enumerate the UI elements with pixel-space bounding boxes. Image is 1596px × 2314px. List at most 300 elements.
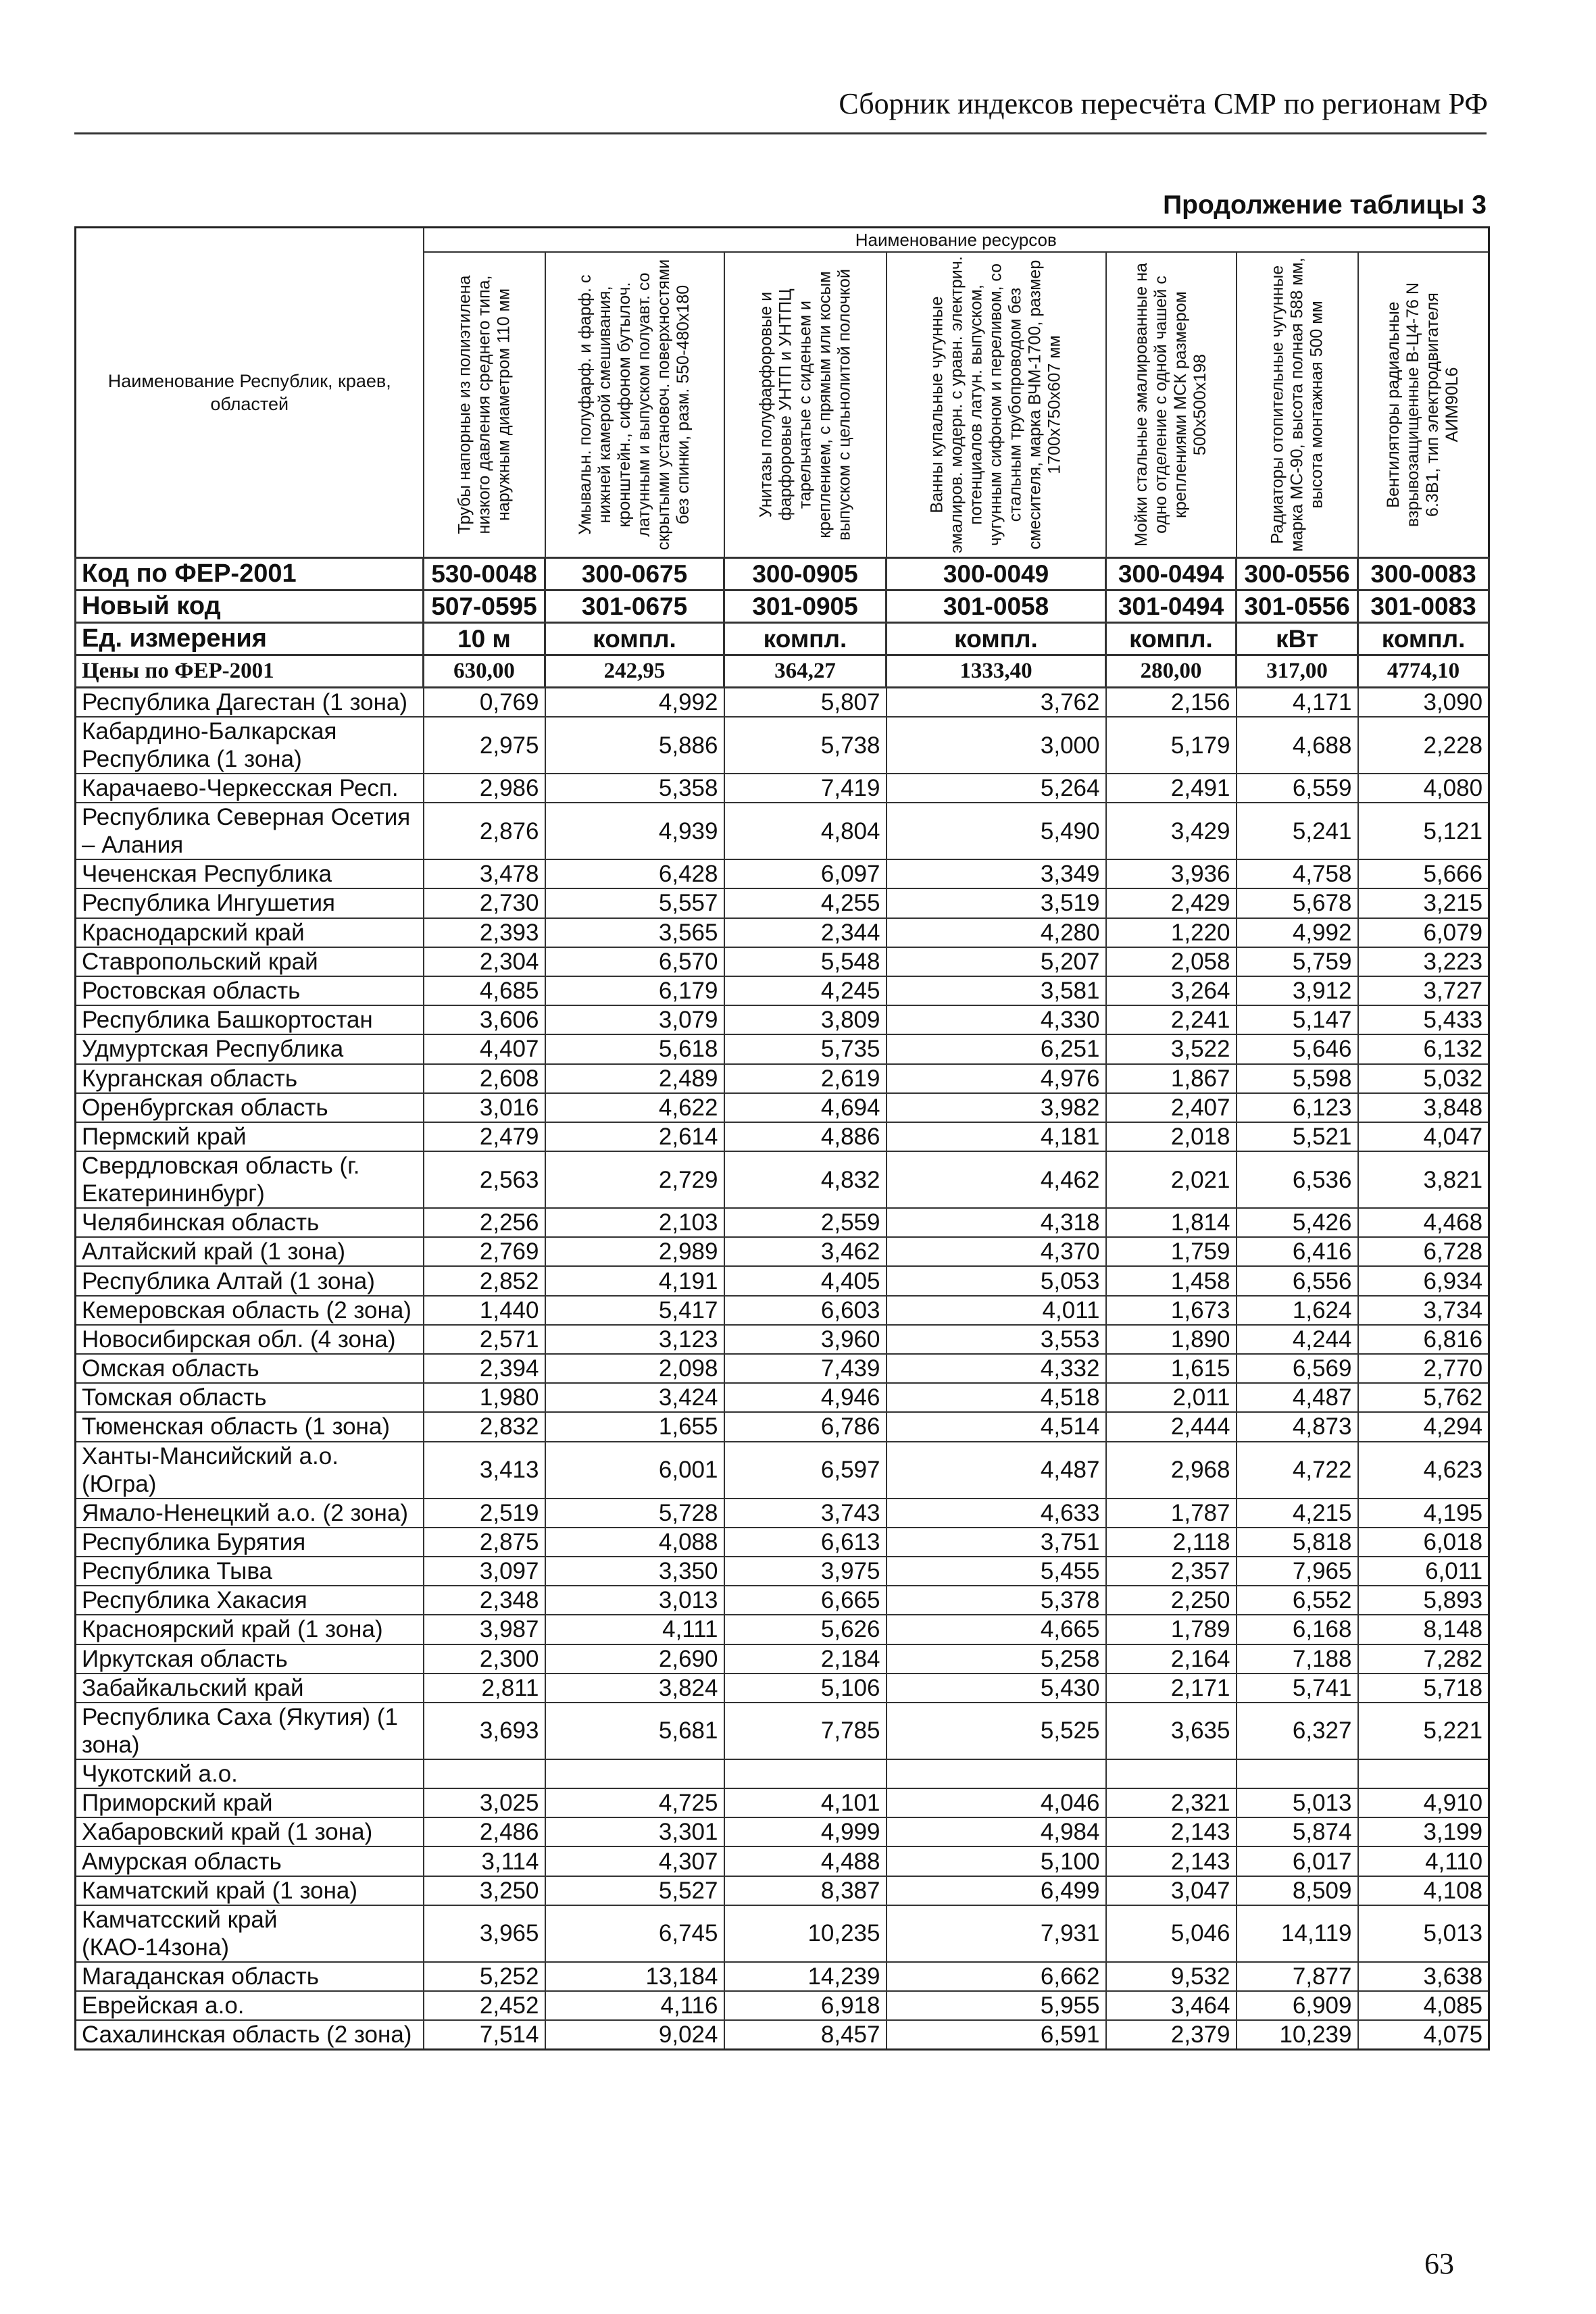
table-row xyxy=(76,1064,1489,1093)
index-value-cell: 3,215 xyxy=(1358,888,1489,917)
index-value-cell: 6,918 xyxy=(724,1991,887,2020)
index-value-cell: 2,118 xyxy=(1106,1528,1237,1557)
resource-column-header xyxy=(1106,252,1237,558)
index-value-cell: 5,666 xyxy=(1358,859,1489,888)
meta-cell: 300-0556 xyxy=(1237,558,1358,590)
index-value-cell: 3,848 xyxy=(1358,1093,1489,1122)
index-value-cell: 2,876 xyxy=(424,803,545,859)
index-value-cell: 5,258 xyxy=(887,1644,1106,1674)
index-value-cell: 4,116 xyxy=(545,1991,724,2020)
index-value-cell: 2,559 xyxy=(724,1208,887,1237)
index-value-cell: 1,220 xyxy=(1106,918,1237,947)
index-value-cell: 5,032 xyxy=(1358,1064,1489,1093)
index-value-cell: 5,207 xyxy=(887,947,1106,976)
index-value-cell: 5,618 xyxy=(545,1034,724,1063)
table-row xyxy=(76,1788,1489,1817)
table-row xyxy=(76,1034,1489,1063)
index-value-cell: 5,874 xyxy=(1237,1817,1358,1846)
index-value-cell: 8,148 xyxy=(1358,1615,1489,1644)
index-value-cell: 4,688 xyxy=(1237,717,1358,774)
index-value-cell: 3,079 xyxy=(545,1005,724,1034)
index-value-cell: 2,164 xyxy=(1106,1644,1237,1674)
index-value-cell: 5,527 xyxy=(545,1876,724,1905)
index-value-cell: 2,491 xyxy=(1106,774,1237,803)
region-name-cell: Ставропольский край xyxy=(76,947,424,976)
index-value-cell: 7,419 xyxy=(724,774,887,803)
index-value-cell: 2,875 xyxy=(424,1528,545,1557)
table-row xyxy=(76,1615,1489,1644)
index-value-cell: 4,245 xyxy=(724,976,887,1005)
index-value-cell: 5,378 xyxy=(887,1586,1106,1615)
table-row xyxy=(76,1991,1489,2020)
meta-row xyxy=(76,623,1489,655)
index-value-cell: 1,814 xyxy=(1106,1208,1237,1237)
index-value-cell: 2,011 xyxy=(1106,1383,1237,1412)
index-value-cell: 6,168 xyxy=(1237,1615,1358,1644)
index-value-cell: 2,968 xyxy=(1106,1442,1237,1499)
index-value-cell: 6,591 xyxy=(887,2020,1106,2050)
index-value-cell: 2,452 xyxy=(424,1991,545,2020)
index-value-cell: 2,394 xyxy=(424,1354,545,1383)
index-value-cell: 5,433 xyxy=(1358,1005,1489,1034)
table-row xyxy=(76,1296,1489,1325)
index-value-cell: 5,264 xyxy=(887,774,1106,803)
region-name-cell: Еврейская а.о. xyxy=(76,1991,424,2020)
index-value-cell: 10,235 xyxy=(724,1905,887,1962)
index-value-cell: 2,407 xyxy=(1106,1093,1237,1122)
index-value-cell: 14,119 xyxy=(1237,1905,1358,1962)
table-row xyxy=(76,1325,1489,1354)
index-value-cell: 4,939 xyxy=(545,803,724,859)
index-value-cell: 4,518 xyxy=(887,1383,1106,1412)
index-value-cell: 5,681 xyxy=(545,1703,724,1759)
index-value-cell: 4,318 xyxy=(887,1208,1106,1237)
region-name-cell: Челябинская область xyxy=(76,1208,424,1237)
index-value-cell: 4,685 xyxy=(424,976,545,1005)
index-value-cell: 5,221 xyxy=(1358,1703,1489,1759)
index-value-cell: 4,873 xyxy=(1237,1412,1358,1441)
index-value-cell: 2,250 xyxy=(1106,1586,1237,1615)
region-name-cell: Тюменская область (1 зона) xyxy=(76,1412,424,1441)
region-name-cell: Республика Дагестан (1 зона) xyxy=(76,688,424,718)
region-name-cell: Удмуртская Республика xyxy=(76,1034,424,1063)
index-value-cell: 7,514 xyxy=(424,2020,545,2050)
meta-cell: 317,00 xyxy=(1237,655,1358,688)
index-value-cell: 3,424 xyxy=(545,1383,724,1412)
index-value-cell: 4,047 xyxy=(1358,1122,1489,1151)
index-value-cell: 6,603 xyxy=(724,1296,887,1325)
index-value-cell: 3,123 xyxy=(545,1325,724,1354)
index-value-cell: 4,462 xyxy=(887,1151,1106,1208)
meta-cell: 300-0049 xyxy=(887,558,1106,590)
meta-cell: 530-0048 xyxy=(424,558,545,590)
index-value-cell: 3,743 xyxy=(724,1499,887,1528)
index-value-cell: 3,047 xyxy=(1106,1876,1237,1905)
index-value-cell: 5,718 xyxy=(1358,1674,1489,1703)
index-value-cell: 2,143 xyxy=(1106,1817,1237,1846)
meta-cell: 242,95 xyxy=(545,655,724,688)
index-value-cell: 1,458 xyxy=(1106,1266,1237,1295)
index-value-cell: 1,980 xyxy=(424,1383,545,1412)
index-value-cell: 3,522 xyxy=(1106,1034,1237,1063)
index-value-cell: 4,011 xyxy=(887,1296,1106,1325)
index-value-cell: 1,673 xyxy=(1106,1296,1237,1325)
table-row xyxy=(76,918,1489,947)
index-value-cell: 13,184 xyxy=(545,1962,724,1991)
index-value-cell: 1,624 xyxy=(1237,1296,1358,1325)
index-value-cell: 3,349 xyxy=(887,859,1106,888)
region-name-cell: Амурская область xyxy=(76,1846,424,1876)
running-header: Сборник индексов пересчёта СМР по регионам РФ xyxy=(839,87,1488,120)
index-value-cell: 4,181 xyxy=(887,1122,1106,1151)
index-value-cell: 2,479 xyxy=(424,1122,545,1151)
resource-column-label: Унитазы полуфарфоровые и фарфоровые УНТП и УНТПЦ тарельчатые с сиденьем и креплением, с прямым или косым выпуском с цельнолитой полочкой xyxy=(756,269,853,540)
meta-cell: 1333,40 xyxy=(887,655,1106,688)
index-value-cell: 6,011 xyxy=(1358,1557,1489,1586)
meta-cell: компл. xyxy=(724,623,887,655)
region-name-cell: Камчатский край (1 зона) xyxy=(76,1876,424,1905)
index-value-cell: 3,413 xyxy=(424,1442,545,1499)
region-name-cell: Томская область xyxy=(76,1383,424,1412)
index-value-cell: 3,264 xyxy=(1106,976,1237,1005)
index-value-cell: 2,571 xyxy=(424,1325,545,1354)
index-value-cell: 4,758 xyxy=(1237,859,1358,888)
index-value-cell: 5,417 xyxy=(545,1296,724,1325)
table-row xyxy=(76,1499,1489,1528)
region-name-cell: Республика Хакасия xyxy=(76,1586,424,1615)
resource-column-label: Умывальн. полуфарф. и фарф. с нижней камерой смешивания, кронштейн., сифоном бутылоч. латунным и выпуском полуавт. со скрытыми установоч. поверхностями без спинки, разм. 550-480х180 xyxy=(576,259,693,551)
index-value-cell: 3,606 xyxy=(424,1005,545,1034)
index-value-cell: 6,001 xyxy=(545,1442,724,1499)
index-value-cell: 3,751 xyxy=(887,1528,1106,1557)
index-value-cell: 9,532 xyxy=(1106,1962,1237,1991)
index-value-cell: 4,080 xyxy=(1358,774,1489,803)
resource-column-label: Вентиляторы радиальные взрывозащищенные В-Ц4-76 N 6.3В1, тип электродвигателя АИМ90L6 xyxy=(1384,282,1462,528)
index-value-cell: 5,886 xyxy=(545,717,724,774)
index-value-cell: 3,821 xyxy=(1358,1151,1489,1208)
table-row xyxy=(76,1586,1489,1615)
region-name-cell: Чеченская Республика xyxy=(76,859,424,888)
index-value-cell: 5,121 xyxy=(1358,803,1489,859)
index-value-cell xyxy=(724,1759,887,1788)
meta-cell: 300-0675 xyxy=(545,558,724,590)
index-value-cell: 3,762 xyxy=(887,688,1106,718)
index-value-cell: 2,379 xyxy=(1106,2020,1237,2050)
index-value-cell: 5,147 xyxy=(1237,1005,1358,1034)
table-row xyxy=(76,1557,1489,1586)
resource-column-header xyxy=(1358,252,1489,558)
index-value-cell: 5,548 xyxy=(724,947,887,976)
table-row xyxy=(76,1962,1489,1991)
index-value-cell: 3,250 xyxy=(424,1876,545,1905)
index-value-cell: 1,615 xyxy=(1106,1354,1237,1383)
index-value-cell: 5,455 xyxy=(887,1557,1106,1586)
index-value-cell: 3,638 xyxy=(1358,1962,1489,1991)
table-row xyxy=(76,1644,1489,1674)
index-value-cell: 5,521 xyxy=(1237,1122,1358,1151)
index-value-cell: 2,429 xyxy=(1106,888,1237,917)
index-value-cell: 4,215 xyxy=(1237,1499,1358,1528)
index-value-cell: 4,101 xyxy=(724,1788,887,1817)
index-value-cell: 4,191 xyxy=(545,1266,724,1295)
region-name-cell: Новосибирская обл. (4 зона) xyxy=(76,1325,424,1354)
region-name-cell: Республика Бурятия xyxy=(76,1528,424,1557)
index-value-cell: 2,811 xyxy=(424,1674,545,1703)
index-value-cell: 5,013 xyxy=(1237,1788,1358,1817)
index-value-cell: 5,358 xyxy=(545,774,724,803)
meta-row-label: Ед. измерения xyxy=(76,623,424,655)
index-value-cell: 5,678 xyxy=(1237,888,1358,917)
meta-cell: 301-0058 xyxy=(887,590,1106,623)
meta-cell: 300-0083 xyxy=(1358,558,1489,590)
index-value-cell: 6,499 xyxy=(887,1876,1106,1905)
index-value-cell: 2,357 xyxy=(1106,1557,1237,1586)
index-value-cell: 6,179 xyxy=(545,976,724,1005)
table-row xyxy=(76,1354,1489,1383)
index-value-cell: 9,024 xyxy=(545,2020,724,2050)
index-value-cell: 4,280 xyxy=(887,918,1106,947)
index-value-cell: 4,665 xyxy=(887,1615,1106,1644)
index-value-cell: 1,890 xyxy=(1106,1325,1237,1354)
index-value-cell: 3,350 xyxy=(545,1557,724,1586)
meta-cell: 301-0556 xyxy=(1237,590,1358,623)
index-value-cell: 3,727 xyxy=(1358,976,1489,1005)
index-value-cell: 2,486 xyxy=(424,1817,545,1846)
index-value-cell: 8,387 xyxy=(724,1876,887,1905)
header-rule xyxy=(74,132,1487,134)
index-value-cell: 3,097 xyxy=(424,1557,545,1586)
meta-cell: 300-0494 xyxy=(1106,558,1237,590)
table-row xyxy=(76,803,1489,859)
region-name-cell: Сахалинская область (2 зона) xyxy=(76,2020,424,2050)
index-value-cell: 5,728 xyxy=(545,1499,724,1528)
index-value-cell: 5,759 xyxy=(1237,947,1358,976)
table-row xyxy=(76,1122,1489,1151)
index-value-cell: 14,239 xyxy=(724,1962,887,1991)
index-value-cell: 6,017 xyxy=(1237,1846,1358,1876)
index-value-cell: 3,693 xyxy=(424,1703,545,1759)
region-name-cell: Курганская область xyxy=(76,1064,424,1093)
index-value-cell: 2,156 xyxy=(1106,688,1237,718)
table-row xyxy=(76,1237,1489,1266)
index-value-cell: 4,999 xyxy=(724,1817,887,1846)
table-row xyxy=(76,1528,1489,1557)
index-value-cell: 2,304 xyxy=(424,947,545,976)
index-value-cell: 6,079 xyxy=(1358,918,1489,947)
index-value-cell: 3,565 xyxy=(545,918,724,947)
index-value-cell: 5,646 xyxy=(1237,1034,1358,1063)
index-value-cell: 2,489 xyxy=(545,1064,724,1093)
index-value-cell: 3,965 xyxy=(424,1905,545,1962)
index-value-cell: 3,025 xyxy=(424,1788,545,1817)
index-value-cell: 4,992 xyxy=(545,688,724,718)
index-value-cell: 7,931 xyxy=(887,1905,1106,1962)
index-value-cell: 8,457 xyxy=(724,2020,887,2050)
index-value-cell: 4,832 xyxy=(724,1151,887,1208)
index-value-cell: 2,256 xyxy=(424,1208,545,1237)
index-value-cell: 3,809 xyxy=(724,1005,887,1034)
index-value-cell: 6,570 xyxy=(545,947,724,976)
table-row xyxy=(76,947,1489,976)
index-value-cell: 7,282 xyxy=(1358,1644,1489,1674)
index-value-cell: 5,955 xyxy=(887,1991,1106,2020)
resource-column-header xyxy=(887,252,1106,558)
index-value-cell: 2,103 xyxy=(545,1208,724,1237)
index-value-cell: 6,613 xyxy=(724,1528,887,1557)
region-name-cell: Свердловская область (г. Екатерининбург) xyxy=(76,1151,424,1208)
index-value-cell: 4,514 xyxy=(887,1412,1106,1441)
index-value-cell: 2,614 xyxy=(545,1122,724,1151)
index-value-cell: 4,046 xyxy=(887,1788,1106,1817)
meta-cell: компл. xyxy=(887,623,1106,655)
index-value-cell: 5,818 xyxy=(1237,1528,1358,1557)
index-value-cell: 6,428 xyxy=(545,859,724,888)
index-value-cell: 4,171 xyxy=(1237,688,1358,718)
index-value-cell: 6,536 xyxy=(1237,1151,1358,1208)
table-row xyxy=(76,1759,1489,1788)
index-value-cell: 2,832 xyxy=(424,1412,545,1441)
table-row xyxy=(76,1093,1489,1122)
region-name-cell: Забайкальский край xyxy=(76,1674,424,1703)
index-value-cell: 5,557 xyxy=(545,888,724,917)
meta-cell: 301-0083 xyxy=(1358,590,1489,623)
index-value-cell: 4,405 xyxy=(724,1266,887,1295)
index-value-cell: 4,488 xyxy=(724,1846,887,1876)
region-name-cell: Красноярский край (1 зона) xyxy=(76,1615,424,1644)
table-row xyxy=(76,774,1489,803)
meta-cell: 301-0494 xyxy=(1106,590,1237,623)
index-value-cell: 6,552 xyxy=(1237,1586,1358,1615)
index-value-cell: 5,179 xyxy=(1106,717,1237,774)
index-value-cell: 2,058 xyxy=(1106,947,1237,976)
index-value-cell: 5,013 xyxy=(1358,1905,1489,1962)
meta-cell: 10 м xyxy=(424,623,545,655)
index-value-cell: 3,553 xyxy=(887,1325,1106,1354)
index-value-cell: 0,769 xyxy=(424,688,545,718)
index-value-cell: 4,804 xyxy=(724,803,887,859)
meta-cell: 630,00 xyxy=(424,655,545,688)
index-value-cell: 3,960 xyxy=(724,1325,887,1354)
index-value-cell: 4,946 xyxy=(724,1383,887,1412)
region-name-cell: Ханты-Мансийский а.о. (Югра) xyxy=(76,1442,424,1499)
index-value-cell xyxy=(424,1759,545,1788)
index-value-cell: 6,665 xyxy=(724,1586,887,1615)
meta-row-label: Код по ФЕР-2001 xyxy=(76,558,424,590)
index-value-cell: 7,785 xyxy=(724,1703,887,1759)
index-value-cell: 3,635 xyxy=(1106,1703,1237,1759)
resource-column-label: Мойки стальные эмалированные на одно отделение с одной чашей с креплениями МСК размером 500х500х198 xyxy=(1132,263,1210,547)
index-value-cell: 1,787 xyxy=(1106,1499,1237,1528)
index-value-cell: 4,110 xyxy=(1358,1846,1489,1876)
region-name-cell: Алтайский край (1 зона) xyxy=(76,1237,424,1266)
resource-column-header xyxy=(724,252,887,558)
index-value-cell: 2,171 xyxy=(1106,1674,1237,1703)
index-value-cell: 5,598 xyxy=(1237,1064,1358,1093)
region-name-cell: Республика Тыва xyxy=(76,1557,424,1586)
table-row xyxy=(76,976,1489,1005)
index-value-cell: 5,626 xyxy=(724,1615,887,1644)
index-value-cell: 4,633 xyxy=(887,1499,1106,1528)
index-value-cell: 2,769 xyxy=(424,1237,545,1266)
index-value-cell: 6,934 xyxy=(1358,1266,1489,1295)
index-value-cell: 3,199 xyxy=(1358,1817,1489,1846)
index-value-cell: 6,556 xyxy=(1237,1266,1358,1295)
region-name-cell: Пермский край xyxy=(76,1122,424,1151)
index-value-cell xyxy=(1106,1759,1237,1788)
index-value-cell: 2,228 xyxy=(1358,717,1489,774)
index-value-cell: 6,018 xyxy=(1358,1528,1489,1557)
index-value-cell: 6,327 xyxy=(1237,1703,1358,1759)
meta-cell: 301-0675 xyxy=(545,590,724,623)
index-value-cell: 4,195 xyxy=(1358,1499,1489,1528)
index-value-cell: 4,244 xyxy=(1237,1325,1358,1354)
resource-column-label: Трубы напорные из полиэтилена низкого давления среднего типа, наружным диаметром 110 мм xyxy=(455,275,513,534)
table-row xyxy=(76,1703,1489,1759)
index-value-cell: 3,016 xyxy=(424,1093,545,1122)
index-value-cell: 6,816 xyxy=(1358,1325,1489,1354)
region-column-header: Наименование Республик, краев, областей xyxy=(76,228,424,558)
index-value-cell: 10,239 xyxy=(1237,2020,1358,2050)
table-row xyxy=(76,1905,1489,1962)
index-value-cell: 2,730 xyxy=(424,888,545,917)
index-value-cell: 3,581 xyxy=(887,976,1106,1005)
index-value-cell: 3,975 xyxy=(724,1557,887,1586)
index-value-cell: 4,108 xyxy=(1358,1876,1489,1905)
index-value-cell: 4,910 xyxy=(1358,1788,1489,1817)
index-value-cell: 2,184 xyxy=(724,1644,887,1674)
table-row xyxy=(76,688,1489,718)
table-row xyxy=(76,1412,1489,1441)
index-value-cell: 5,241 xyxy=(1237,803,1358,859)
index-value-cell: 2,393 xyxy=(424,918,545,947)
resource-column-header xyxy=(1237,252,1358,558)
table-row xyxy=(76,888,1489,917)
table-continuation-caption: Продолжение таблицы 3 xyxy=(1163,191,1487,220)
meta-row xyxy=(76,590,1489,623)
index-value-cell: 4,725 xyxy=(545,1788,724,1817)
meta-cell: 300-0905 xyxy=(724,558,887,590)
index-value-cell: 6,251 xyxy=(887,1034,1106,1063)
index-value-cell: 4,984 xyxy=(887,1817,1106,1846)
index-value-cell: 4,487 xyxy=(1237,1383,1358,1412)
resource-column-label: Ванны купальные чугунные эмалиров. модерн. с уравн. электрич. потенциалов латун. выпуском, чугунным сифоном и переливом, со стальным трубопроводом без смесителя, марка ВЧМ-1700, размер 1700х750х607 мм xyxy=(927,256,1064,553)
index-value-cell: 4,111 xyxy=(545,1615,724,1644)
index-value-cell: 5,100 xyxy=(887,1846,1106,1876)
index-value-cell: 2,989 xyxy=(545,1237,724,1266)
region-name-cell: Камчатсский край (КАО-14зона) xyxy=(76,1905,424,1962)
index-value-cell: 6,909 xyxy=(1237,1991,1358,2020)
region-name-cell: Ямало-Ненецкий а.о. (2 зона) xyxy=(76,1499,424,1528)
page-number: 63 xyxy=(1424,2247,1454,2280)
index-value-cell: 5,053 xyxy=(887,1266,1106,1295)
table-row xyxy=(76,1383,1489,1412)
region-name-cell: Иркутская область xyxy=(76,1644,424,1674)
region-name-cell: Кабардино-Балкарская Республика (1 зона) xyxy=(76,717,424,774)
meta-cell: кВт xyxy=(1237,623,1358,655)
resource-column-header xyxy=(424,252,545,558)
index-value-cell: 6,416 xyxy=(1237,1237,1358,1266)
index-value-cell: 4,886 xyxy=(724,1122,887,1151)
index-value-cell: 5,426 xyxy=(1237,1208,1358,1237)
table-row xyxy=(76,1846,1489,1876)
region-name-cell: Краснодарский край xyxy=(76,918,424,947)
index-value-cell: 4,332 xyxy=(887,1354,1106,1383)
index-value-cell: 6,559 xyxy=(1237,774,1358,803)
index-value-cell: 2,098 xyxy=(545,1354,724,1383)
index-value-cell: 4,407 xyxy=(424,1034,545,1063)
index-value-cell: 1,789 xyxy=(1106,1615,1237,1644)
index-value-cell: 2,444 xyxy=(1106,1412,1237,1441)
